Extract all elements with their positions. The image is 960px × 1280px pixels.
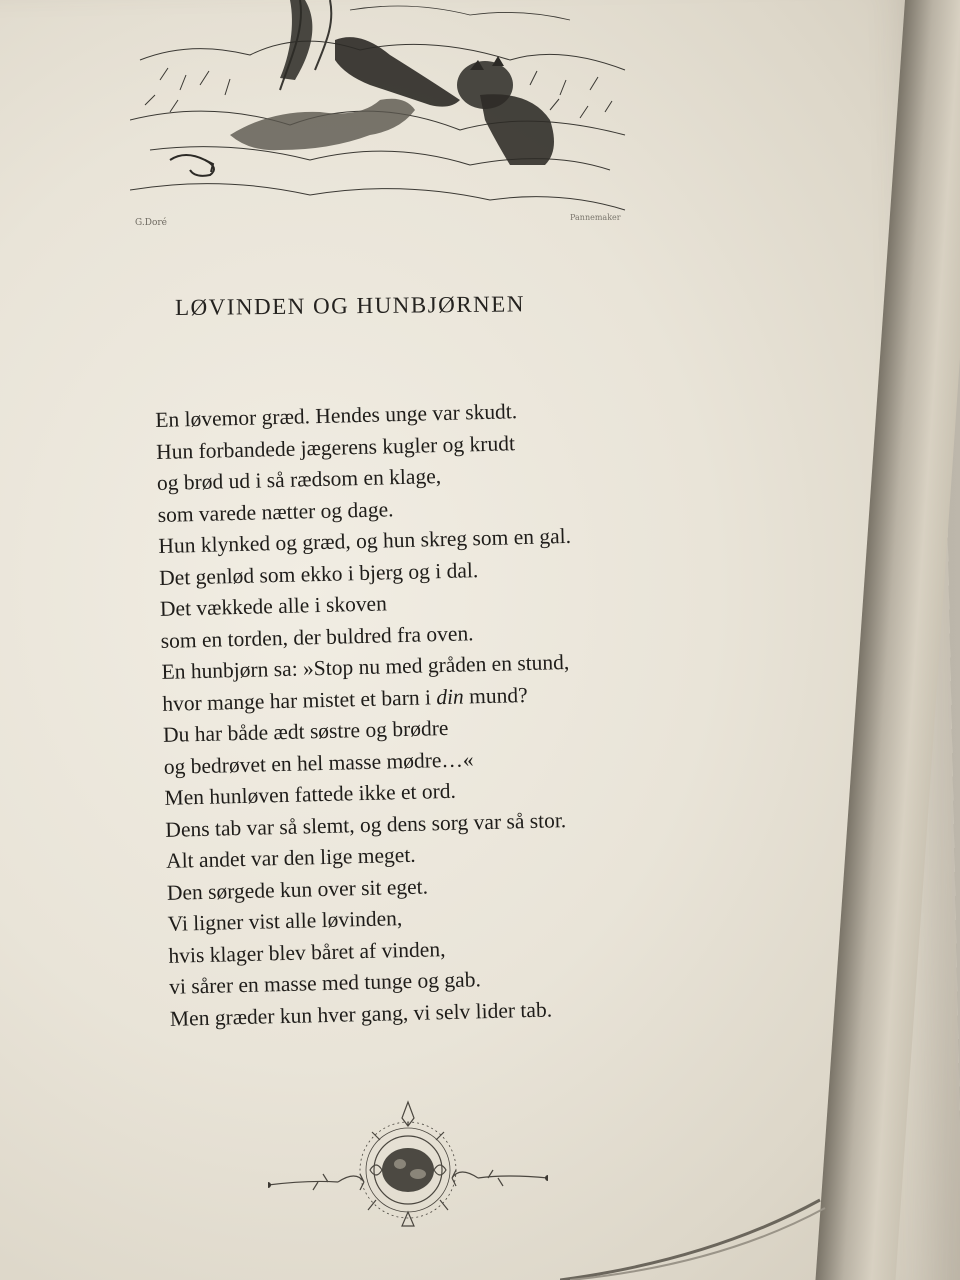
engraver-signature-right: Pannemaker	[570, 213, 621, 222]
poem-line: Men hunløven fattede ikke et ord.	[164, 778, 457, 810]
poem-line: Det genlød som ekko i bjerg og i dal.	[158, 557, 479, 590]
poem-line-part: mund?	[463, 682, 528, 709]
poem-line: Det vækkede alle i skoven	[159, 591, 388, 621]
page-curl-shadow	[560, 1190, 830, 1280]
poem-line-part: hvor mange har mistet et barn i	[161, 684, 437, 716]
poem-line: En hunbjørn sa: »Stop nu med gråden en stund,	[161, 649, 570, 684]
poem-line: vi sårer en masse med tunge og gab.	[168, 967, 482, 999]
poem-line: som varede nætter og dage.	[157, 496, 394, 527]
poem-line: Hun klynked og græd, og hun skreg som en gal.	[158, 523, 572, 558]
poem-body	[155, 391, 730, 1034]
poem-line: Men græder kun hver gang, vi selv lider tab.	[169, 996, 553, 1031]
poem-line: Hun forbandede jægerens kugler og krudt	[155, 430, 516, 464]
poem-line: Dens tab var så slemt, og dens sorg var så stor.	[165, 807, 567, 842]
engraving-lioness-and-bear-icon	[130, 0, 630, 235]
poem-line: Alt andet var den lige meget.	[165, 842, 416, 873]
poem-line: som en torden, der buldred fra oven.	[160, 620, 474, 653]
poem-italic-word: din	[435, 684, 465, 709]
poem-title: LØVINDEN OG HUNBJØRNEN	[174, 291, 525, 320]
poem-line: Den sørgede kun over sit eget.	[166, 873, 429, 905]
poem-line: En løvemor græd. Hendes unge var skudt.	[155, 399, 518, 432]
poem-line: og bedrøvet en hel masse mødre…«	[163, 746, 474, 779]
poem-line: Vi ligner vist alle løvinden,	[167, 906, 403, 936]
decorative-vignette-icon	[268, 1100, 548, 1230]
engraver-signature-left: G.Doré	[135, 218, 167, 228]
poem-line: og brød ud i så rædsom en klage,	[156, 464, 442, 495]
poem-line: hvis klager blev båret af vinden,	[168, 936, 446, 968]
poem-line: Du har både ædt søstre og brødre	[162, 715, 449, 747]
